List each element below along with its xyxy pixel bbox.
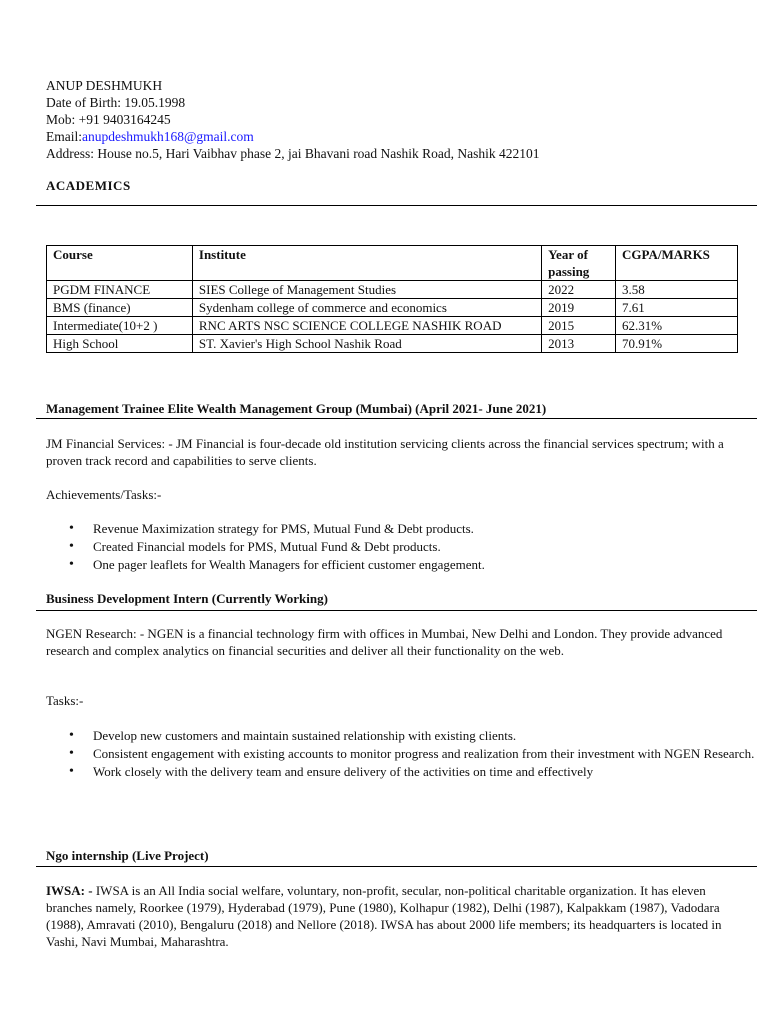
mobile-number: Mob: +91 9403164245: [46, 112, 171, 127]
table-cell: High School: [47, 335, 193, 353]
table-cell: 70.91%: [616, 335, 738, 353]
list-item: • Work closely with the delivery team and ensure delivery of the activities on time and effectively: [93, 763, 763, 781]
address: Address: House no.5, Hari Vaibhav phase 2, jai Bhavani road Nashik Road, Nashik 422101: [46, 146, 540, 161]
table-row: [47, 335, 738, 353]
table-cell: Sydenham college of commerce and economics: [192, 299, 541, 317]
column-header: CGPA/MARKS: [616, 246, 738, 281]
experience-2-subheading: Tasks:-: [46, 693, 84, 708]
list-item: • Created Financial models for PMS, Mutual Fund & Debt products.: [93, 538, 763, 556]
date-of-birth: Date of Birth: 19.05.1998: [46, 95, 186, 110]
column-header: Institute: [192, 246, 541, 281]
experience-2-title: Business Development Intern (Currently Working): [46, 591, 328, 606]
experience-1-title: Management Trainee Elite Wealth Management Group (Mumbai) (April 2021- June 2021): [46, 401, 547, 416]
table-cell: Intermediate(10+2 ): [47, 317, 193, 335]
table-cell: ST. Xavier's High School Nashik Road: [192, 335, 541, 353]
table-cell: 2015: [542, 317, 616, 335]
table-cell: 2013: [542, 335, 616, 353]
table-cell: PGDM FINANCE: [47, 281, 193, 299]
list-item: • Revenue Maximization strategy for PMS, Mutual Fund & Debt products.: [93, 520, 763, 538]
experience-2-bullets: [46, 727, 763, 781]
table-cell: 2022: [542, 281, 616, 299]
table-header-row: [47, 246, 738, 281]
table-cell: 7.61: [616, 299, 738, 317]
table-row: [47, 299, 738, 317]
table-cell: 2019: [542, 299, 616, 317]
academics-table: [46, 245, 738, 353]
table-row: [47, 281, 738, 299]
experience-1-divider: [36, 418, 757, 419]
table-row: [47, 317, 738, 335]
table-cell: SIES College of Management Studies: [192, 281, 541, 299]
academics-divider: [36, 205, 757, 206]
experience-1-bullets: [46, 520, 763, 574]
contact-header: [46, 77, 540, 162]
list-item: • One pager leaflets for Wealth Managers for efficient customer engagement.: [93, 556, 763, 574]
organization-text: IWSA is an All India social welfare, voluntary, non-profit, secular, non-political charitable organization. It has eleven branches namely, Roorkee (1979), Hyderabad (1979), Pune (1980), Kolhapur (1982), Delhi (1987), Kalpakkam (1987), Vadodara (1988), Amravati (2010), Bengaluru (2018) and Nellore (2018). IWSA has about 2000 life members; its headquarters is located in Vashi, Navi Mumbai, Maharashtra.: [46, 883, 722, 949]
experience-2-description: NGEN Research: - NGEN is a financial technology firm with offices in Mumbai, New Delhi and London. They provide advanced research and complex analytics on financial securities and deliver all their functionality on the web.: [46, 626, 723, 658]
experience-3-description: [46, 882, 736, 950]
column-header: Year of passing: [542, 246, 616, 281]
table-cell: 3.58: [616, 281, 738, 299]
experience-2-divider: [36, 610, 757, 611]
experience-3-title: Ngo internship (Live Project): [46, 848, 209, 863]
experience-1-subheading: Achievements/Tasks:-: [46, 487, 162, 502]
organization-label: IWSA: -: [46, 883, 93, 898]
table-cell: BMS (finance): [47, 299, 193, 317]
column-header: Course: [47, 246, 193, 281]
list-item: • Develop new customers and maintain sustained relationship with existing clients.: [93, 727, 763, 745]
table-cell: RNC ARTS NSC SCIENCE COLLEGE NASHIK ROAD: [192, 317, 541, 335]
table-cell: 62.31%: [616, 317, 738, 335]
candidate-name: ANUP DESHMUKH: [46, 78, 163, 93]
academics-heading: ACADEMICS: [46, 178, 131, 193]
experience-1-description: JM Financial Services: - JM Financial is four-decade old institution servicing clients across the financial services spectrum; with a proven track record and capabilities to serve clients.: [46, 436, 724, 468]
email-link[interactable]: anupdeshmukh168@gmail.com: [82, 129, 254, 144]
experience-3-divider: [36, 866, 757, 867]
email-line: [46, 128, 540, 145]
list-item: • Consistent engagement with existing accounts to monitor progress and realization from their investment with NGEN Research.: [93, 745, 763, 763]
email-label: Email:: [46, 129, 82, 144]
